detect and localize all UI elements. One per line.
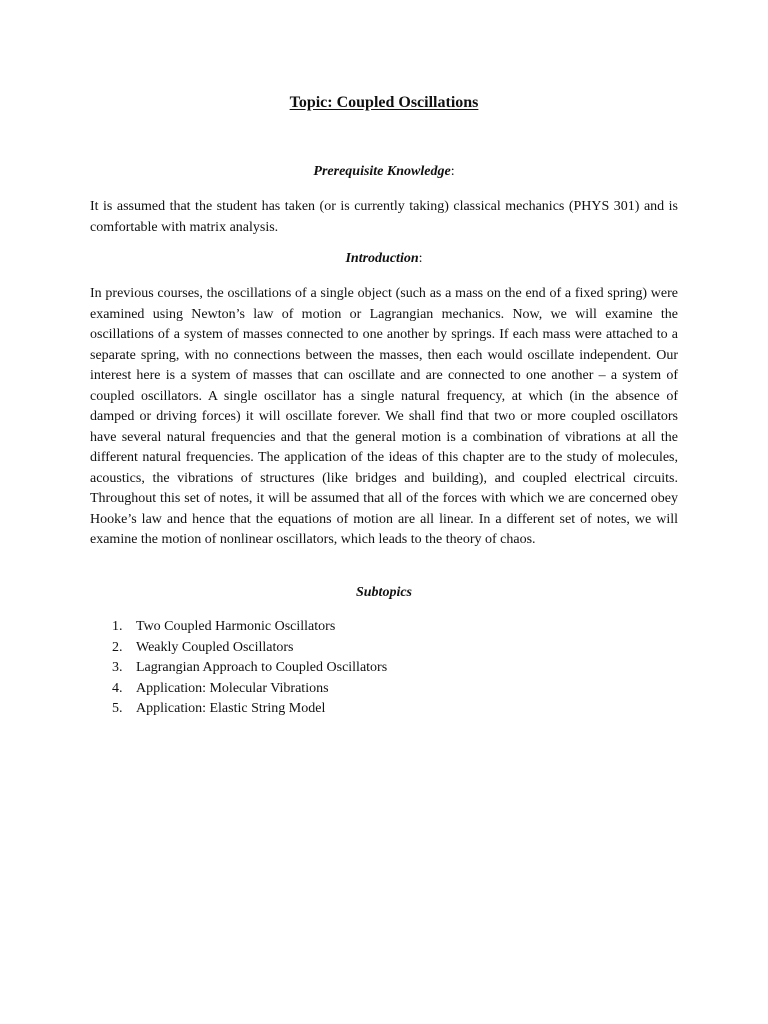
- list-item-number: 1.: [112, 619, 123, 634]
- introduction-heading-label: Introduction: [345, 251, 419, 266]
- list-item: [112, 617, 387, 638]
- list-item-label: Lagrangian Approach to Coupled Oscillators: [136, 660, 388, 675]
- introduction-heading-colon: :: [418, 251, 423, 266]
- prerequisite-heading-colon: :: [450, 164, 455, 179]
- introduction-heading: [0, 251, 768, 267]
- introduction-paragraph: In previous courses, the oscillations of a single object (such as a mass on the end of a fixed spring) were examined using Newton’s law of motion or Lagrangian mechanics. Now, we will examine the oscillations of a system of masses connected to one another by springs. If each mass were attached to a separate spring, with no connections between the masses, then each would oscillate independent. Our interest here is a system of masses that can oscillate and are connected to one another – a system of coupled oscillators. A single oscillator has a single natural frequency, at which (in the absence of damped or driving forces) it will oscillate forever. We shall find that two or more coupled oscillators have several natural frequencies and that the general motion is a combination of vibrations at all the different natural frequencies. The application of the ideas of this chapter are to the study of molecules, acoustics, the vibrations of structures (like bridges and building), and coupled electrical circuits. Throughout this set of notes, it will be assumed that all of the forces with which we are concerned obey Hooke’s law and hence that the equations of motion are all linear. In a different set of notes, we will examine the motion of nonlinear oscillators, which leads to the theory of chaos.: [90, 286, 678, 547]
- subtopics-heading: [0, 585, 768, 601]
- list-item-label: Weakly Coupled Oscillators: [136, 639, 294, 655]
- prerequisite-heading: [0, 164, 768, 180]
- list-item-label: Two Coupled Harmonic Oscillators: [136, 619, 336, 634]
- subtopics-list: [112, 617, 387, 720]
- list-item-label: Application: Elastic String Model: [136, 701, 326, 716]
- subtopics-heading-label: Subtopics: [355, 585, 412, 600]
- list-item-label: Application: Molecular Vibrations: [136, 680, 329, 696]
- list-item-number: 4.: [112, 680, 123, 696]
- list-item: [112, 699, 387, 720]
- list-item: [112, 638, 387, 659]
- list-item-number: 5.: [112, 701, 123, 716]
- prerequisite-paragraph: It is assumed that the student has taken (or is currently taking) classical mechanics (PHYS 301) and is comfortable with matrix analysis.: [90, 199, 678, 235]
- list-item: [112, 658, 387, 679]
- page-title: Topic: Coupled Oscillations: [289, 94, 479, 111]
- prerequisite-heading-label: Prerequisite Knowledge: [313, 164, 451, 179]
- list-item-number: 2.: [112, 639, 123, 655]
- list-item-number: 3.: [112, 660, 123, 675]
- list-item: [112, 679, 387, 700]
